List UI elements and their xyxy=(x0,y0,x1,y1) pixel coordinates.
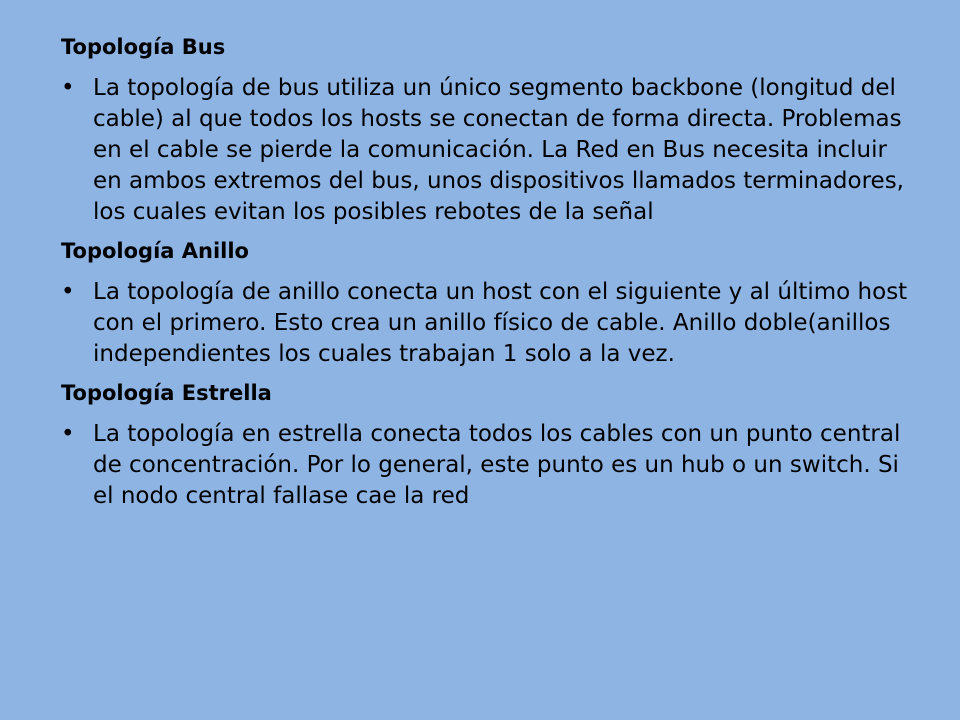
section-bus xyxy=(61,34,920,228)
bullet-icon: • xyxy=(61,421,75,447)
bullet-icon: • xyxy=(61,75,75,101)
bullet-text-estrella: La topología en estrella conecta todos los cables con un punto central de concentración. Por lo general, este punto es un hub o un switch. Si el nodo central fallase cae la red xyxy=(93,421,901,509)
bullet-item-bus xyxy=(61,73,920,228)
bullet-item-estrella xyxy=(61,419,920,512)
section-title-bus: Topología Bus xyxy=(61,35,226,59)
section-title-anillo: Topología Anillo xyxy=(61,239,249,263)
bullet-item-anillo xyxy=(61,277,920,370)
section-estrella xyxy=(61,380,920,512)
section-anillo xyxy=(61,238,920,370)
bullet-icon: • xyxy=(61,279,75,305)
bullet-text-bus: La topología de bus utiliza un único segmento backbone (longitud del cable) al que todos los hosts se conectan de forma directa. Problemas en el cable se pierde la comunicación. La Red en Bus necesita incluir en ambos extremos del bus, unos dispositivos llamados terminadores, los cuales evitan los posibles rebotes de la señal xyxy=(93,75,904,225)
section-title-estrella: Topología Estrella xyxy=(61,381,272,405)
bullet-text-anillo: La topología de anillo conecta un host con el siguiente y al último host con el primero. Esto crea un anillo físico de cable. Anillo doble(anillos independientes los cuales trabajan 1 solo a la vez. xyxy=(93,279,908,367)
